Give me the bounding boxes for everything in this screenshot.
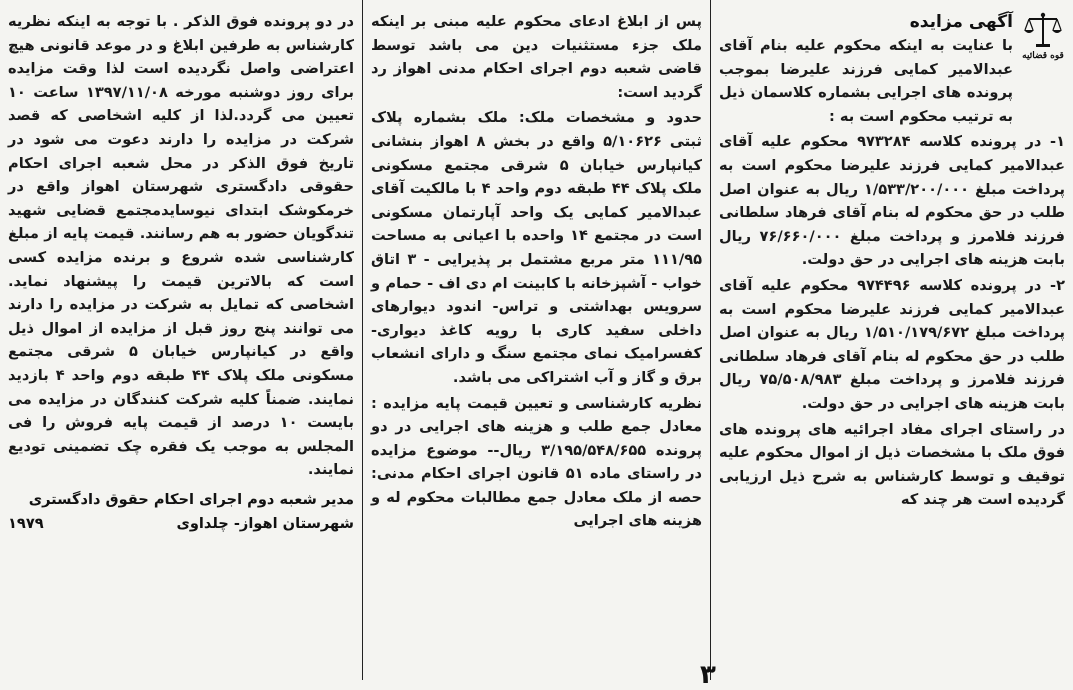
signature-title: مدیر شعبه دوم اجرای احکام حقوق دادگستری	[28, 490, 354, 508]
signature-name: شهرستان اهواز- چلداوی	[176, 514, 354, 532]
corner-page-mark: ۳	[700, 660, 716, 690]
scales-of-justice-icon	[1023, 10, 1063, 50]
emblem-caption: قوه قضائیه	[1022, 51, 1064, 61]
notice-intro: با عنایت به اینکه محکوم علیه بنام آقای عبدالامیر کمایی فرزند علیرضا بموجب پرونده های اجرایی بشماره کلاسمان ذیل به ترتیب محکوم است به :	[719, 37, 1013, 125]
case-item-1: ۱- در پرونده کلاسه ۹۷۳۲۸۴ محکوم علیه آقای عبدالامیر کمایی فرزند علیرضا محکوم است به پرداخت مبلغ ۱/۵۳۳/۲۰۰/۰۰۰ ریال به عنوان اصل طلب در حق محکوم له بنام آقای فرهاد سلطانی فرزند فلامرز و پرداخت مبلغ ۷۶/۶۶۰/۰۰۰ ریال بابت هزینه های اجرایی در حق دولت.	[719, 133, 1065, 269]
property-specs-paragraph: حدود و مشخصات ملک: ملک بشماره پلاک ثبتی ۵/۱۰۶۲۶ واقع در بخش ۸ اهواز بنشانی کیانپارس خیابان ۵ شرقی مجتمع مسکونی ملک پلاک ۴۴ طبقه دوم واحد ۴ با مالکیت آقای عبدالامیر کمایی یک واحد آپارتمان مسکونی است در مجتمع ۱۴ واحده با اعیانی به مساحت ۱۱۱/۹۵ متر مربع مشتمل بر پذیرایی - ۳ اتاق خواب - آشپزخانه با کابینت ام دی اف - حمام و سرویس بهداشتی و تراس- اندود دیوارهای داخلی سفید کاری با رویه کاغذ دیواری- کفسرامیک نمای مجتمع سنگ و دارای انشعاب برق و گاز و آب اشتراکی می باشد.	[371, 109, 703, 386]
column-left	[0, 0, 363, 680]
column-right	[711, 0, 1073, 680]
case-item-2: ۲- در پرونده کلاسه ۹۷۴۴۹۶ محکوم علیه آقای عبدالامیر کمایی فرزند علیرضا محکوم است به پرداخت مبلغ ۱/۵۱۰/۱۷۹/۶۷۲ ریال به عنوان اصل طلب در حق محکوم له بنام آقای فرهاد سلطانی فرزند فلامرز و پرداخت مبلغ ۷۵/۵۰۸/۹۸۳ ریال بابت هزینه های اجرایی در حق دولت.	[719, 276, 1065, 412]
notice-header	[719, 10, 1065, 128]
column-middle	[363, 0, 711, 680]
notice-intro-block	[719, 10, 1013, 128]
signature-block	[8, 488, 354, 536]
signature-line-2	[8, 512, 354, 536]
objection-paragraph: پس از ابلاغ ادعای محکوم علیه مبنی بر اینکه ملک جزء مستثنیات دین می باشد توسط قاضی شعبه دوم اجرای احکام مدنی اهواز رد گردید است:	[371, 13, 702, 101]
seizure-paragraph: در راستای اجرای مفاد اجرائیه های پرونده های فوق ملک با مشخصات ذیل از اموال محکوم علیه توقیف و توسط کارشناس به شرح ذیل ارزیابی گردیده است هر چند که	[719, 420, 1065, 509]
notice-title: آگهی مزایده	[909, 12, 1013, 32]
notice-code: ۱۹۷۹	[8, 514, 44, 532]
judiciary-emblem	[1021, 10, 1065, 61]
expert-valuation-paragraph: نظریه کارشناسی و تعیین قیمت پایه مزایده : معادل جمع طلب و هزینه های اجرایی در دو پرونده ۳/۱۹۵/۵۴۸/۶۵۵ ریال-- موضوع مزایده در راستای ماده ۵۱ قانون اجرای احکام مدنی: حصه از ملک معادل جمع مطالبات محکوم له و هزینه های اجرایی	[371, 394, 702, 530]
auction-schedule-paragraph: در دو پرونده فوق الذکر . با توجه به اینکه نظریه کارشناس به طرفین ابلاغ و در موعد قانونی هیچ اعتراضی واصل نگردیده است لذا وقت مزایده برای روز دوشنبه مورخه ۱۳۹۷/۱۱/۰۸ ساعت ۱۰ تعیین می گردد.لذا از کلیه اشخاصی که قصد شرکت در مزایده را دارند دعوت می شود در تاریخ فوق الذکر در محل شعبه اجرای احکام حقوقی دادگستری شهرستان اهواز واقع در خرمکوشک ابتدای نیوسایدمجتمع قضایی شهید تندگویان حضور به هم رسانند. قیمت پایه از مبلغ کارشناسی شده شروع و برنده مزایده کسی است که بالاترین قیمت را پیشنهاد نماید. اشخاصی که تمایل به شرکت در مزایده را دارند می توانند پنج روز قبل از مزایده از اموال ذیل واقع در کیانپارس خیابان ۵ شرقی مجتمع مسکونی ملک پلاک ۴۴ طبقه دوم واحد ۴ بازدید نمایند. ضمناً کلیه شرکت کنندگان در مزایده می بایست ۱۰ درصد از قیمت پایه فروش را فی المجلس به موجب یک فقره چک تضمینی تودیع نمایند.	[8, 13, 355, 479]
